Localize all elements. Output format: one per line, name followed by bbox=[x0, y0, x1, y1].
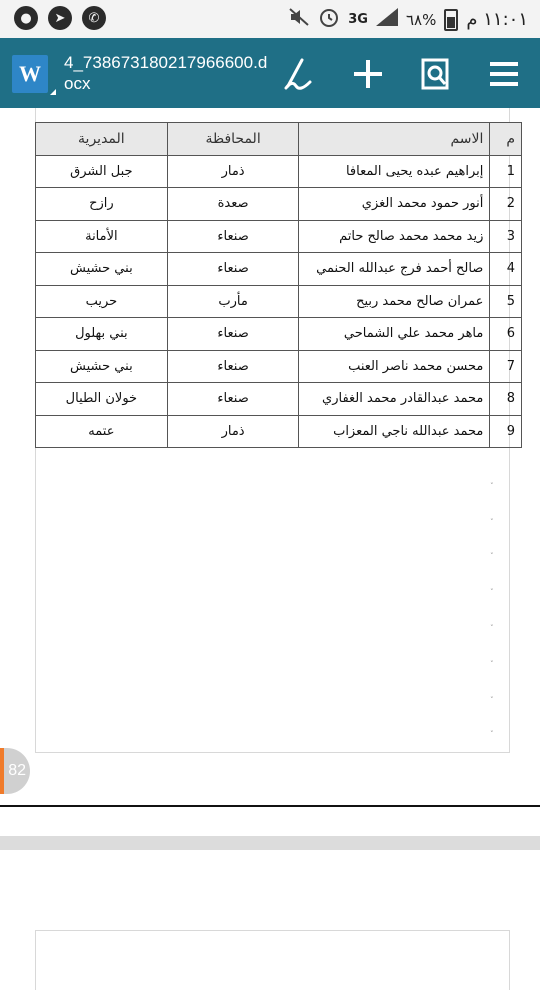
header-district: المديرية bbox=[36, 123, 168, 156]
cell-district: بني بهلول bbox=[36, 318, 168, 351]
signal-icon bbox=[376, 8, 398, 31]
menu-icon[interactable] bbox=[484, 54, 524, 94]
alarm-icon bbox=[318, 6, 340, 33]
cell-num: 3 bbox=[490, 220, 522, 253]
cell-name: محمد عبدالقادر محمد الغفاري bbox=[299, 383, 490, 416]
document-viewport[interactable]: م الاسم المحافظة المديرية 1 إبراهيم عبده يحيى المعافا ذمار جبل الشرق 2 أنور حمود محمد الغزي صعدة رازح 3 زيد محمد محمد صالح حاتم صنعاء الأمانة 4 صالح أحمد فرج عبدالله الحنمي صنعاء بني حشيش 5 عمران صالح محمد ربيح مأرب حريب 6 ماهر محمد علي الشماحي صنعاء بني بهلول 7 محسن محمد ناصر العنب صنعاء بني حشيش 8 محمد عبدالقادر محمد الغفاري صنعاء خولان الطيال 9 محمد عبدالله ناجي المعزاب ذمار عتمه ˯ ˯ ˯ ˯ ˯ ˯ ˯ ˯ 82 bbox=[0, 108, 540, 960]
table-row bbox=[36, 415, 522, 448]
mute-icon bbox=[288, 7, 310, 32]
cell-name: محسن محمد ناصر العنب bbox=[299, 350, 490, 383]
cell-district: جبل الشرق bbox=[36, 155, 168, 188]
cell-governorate: مأرب bbox=[167, 285, 299, 318]
cell-district: عتمه bbox=[36, 415, 168, 448]
cell-num: 5 bbox=[490, 285, 522, 318]
cell-governorate: صنعاء bbox=[167, 318, 299, 351]
cell-num: 8 bbox=[490, 383, 522, 416]
table-body bbox=[36, 155, 522, 448]
cell-district: بني حشيش bbox=[36, 253, 168, 286]
cell-governorate: ذمار bbox=[167, 155, 299, 188]
page-gap bbox=[0, 836, 540, 850]
cell-num: 1 bbox=[490, 155, 522, 188]
cell-num: 7 bbox=[490, 350, 522, 383]
cell-governorate: صنعاء bbox=[167, 253, 299, 286]
table-row bbox=[36, 188, 522, 221]
whatsapp-icon: ✆ bbox=[82, 6, 106, 30]
page-number-badge[interactable] bbox=[0, 748, 30, 794]
record-icon: ● bbox=[14, 6, 38, 30]
names-table bbox=[35, 122, 522, 448]
header-name: الاسم bbox=[299, 123, 490, 156]
table-row bbox=[36, 285, 522, 318]
document-title: 4_738673180217966600.docx bbox=[64, 53, 268, 93]
status-notifications bbox=[14, 6, 106, 30]
header-num: م bbox=[490, 123, 522, 156]
cell-district: بني حشيش bbox=[36, 350, 168, 383]
cell-num: 4 bbox=[490, 253, 522, 286]
cell-district: خولان الطيال bbox=[36, 383, 168, 416]
cell-governorate: ذمار bbox=[167, 415, 299, 448]
status-system bbox=[288, 6, 528, 33]
clock: ١١:٠١ م bbox=[466, 9, 528, 30]
table-row bbox=[36, 220, 522, 253]
cell-district: رازح bbox=[36, 188, 168, 221]
table-row bbox=[36, 253, 522, 286]
cell-name: محمد عبدالله ناجي المعزاب bbox=[299, 415, 490, 448]
app-toolbar bbox=[0, 38, 540, 108]
cell-governorate: صنعاء bbox=[167, 350, 299, 383]
table-header-row bbox=[36, 123, 522, 156]
page-break-line bbox=[0, 805, 540, 807]
table-row bbox=[36, 350, 522, 383]
cell-num: 6 bbox=[490, 318, 522, 351]
page-number: 82 bbox=[8, 762, 26, 779]
cell-district: حريب bbox=[36, 285, 168, 318]
table-row bbox=[36, 318, 522, 351]
cell-num: 9 bbox=[490, 415, 522, 448]
cell-name: عمران صالح محمد ربيح bbox=[299, 285, 490, 318]
network-type: 3G bbox=[348, 12, 368, 27]
cell-name: زيد محمد محمد صالح حاتم bbox=[299, 220, 490, 253]
table-row bbox=[36, 155, 522, 188]
cell-name: أنور حمود محمد الغزي bbox=[299, 188, 490, 221]
cell-name: ماهر محمد علي الشماحي bbox=[299, 318, 490, 351]
cell-num: 2 bbox=[490, 188, 522, 221]
app-icon-letter: W bbox=[19, 61, 41, 86]
pen-icon[interactable] bbox=[278, 54, 318, 94]
table-row bbox=[36, 383, 522, 416]
cell-governorate: صعدة bbox=[167, 188, 299, 221]
next-page bbox=[35, 930, 510, 990]
word-doc-icon[interactable] bbox=[12, 55, 48, 93]
add-icon[interactable] bbox=[348, 54, 388, 94]
find-icon[interactable] bbox=[416, 54, 456, 94]
header-governorate: المحافظة bbox=[167, 123, 299, 156]
cell-name: صالح أحمد فرج عبدالله الحنمي bbox=[299, 253, 490, 286]
telegram-icon: ➤ bbox=[48, 6, 72, 30]
battery-icon bbox=[444, 9, 458, 31]
cell-district: الأمانة bbox=[36, 220, 168, 253]
cell-governorate: صنعاء bbox=[167, 220, 299, 253]
status-bar bbox=[0, 0, 540, 38]
battery-percent: ٦٨% bbox=[405, 10, 437, 29]
cell-name: إبراهيم عبده يحيى المعافا bbox=[299, 155, 490, 188]
cell-governorate: صنعاء bbox=[167, 383, 299, 416]
